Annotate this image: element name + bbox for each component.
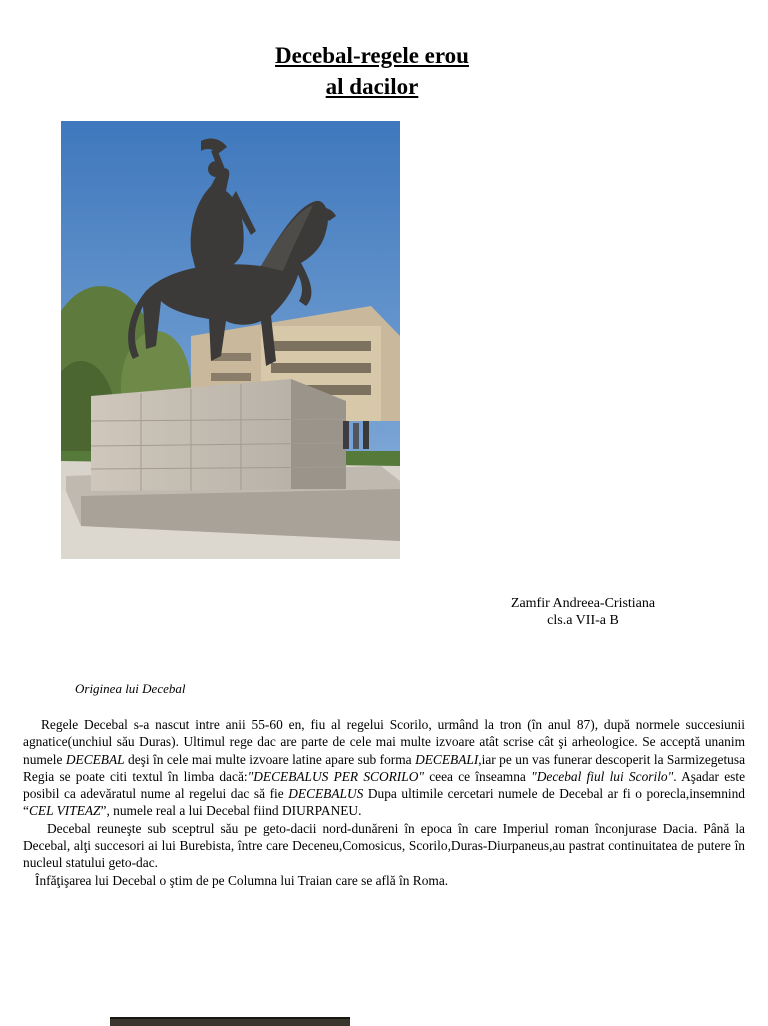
p1-italic-cel-viteaz: CEL VITEAZ xyxy=(28,803,101,819)
paragraph-1 xyxy=(23,716,745,820)
p1-text-c: deşi în cele mai multe izvoare latine apare sub forma xyxy=(124,751,416,767)
paragraph-3: Înfăţişarea lui Decebal o ştim de pe Columna lui Traian care se află în Roma. xyxy=(35,872,449,888)
p1-text-k: Dupa ultimile cercetari numele de Decebal ar fi o porecla,insemnind “ xyxy=(23,786,745,819)
bottom-image-partial xyxy=(110,1017,350,1026)
author-class: cls.a VII-a B xyxy=(547,613,619,628)
body-text xyxy=(23,716,745,889)
p1-italic-decebali: DECEBALI xyxy=(415,751,479,767)
author-block xyxy=(470,595,696,629)
p1-italic-decebal: DECEBAL xyxy=(65,751,125,767)
statue-photo xyxy=(61,121,400,559)
p1-text-g: ceea ce înseamna xyxy=(424,768,532,784)
title-line-2: al dacilor xyxy=(325,74,419,99)
p1-italic-inscription: "DECEBALUS PER SCORILO" xyxy=(247,768,424,784)
p1-text-m: ”, numele real a lui Decebal fiind DIURPANEU. xyxy=(100,803,362,819)
p1-text-i: . Aşadar este posibil ca adevăratul nume al regelui dac să fie xyxy=(23,768,746,802)
title-line-1: Decebal-regele erou xyxy=(275,43,469,68)
p1-italic-decebalus: DECEBALUS xyxy=(288,786,364,802)
paragraph-2: Decebal reuneşte sub sceptrul său pe geto-dacii nord-dunăreni în epoca în care Imperiul roman înconjurase Dacia. Până la Decebal, alţi succesori ai lui Burebista, între care Deceneu,Comosicus, Scorilo,Duras-Diurpaneus,au pastrat continuitatea de putere în nucleul statului geto-dac. xyxy=(23,820,745,871)
page-title xyxy=(0,40,744,102)
p1-text-e: ,iar pe un vas funerar descoperit la Sarmizegetusa Regia se poate citi textul în limba dacă: xyxy=(23,751,746,784)
author-name: Zamfir Andreea-Cristiana xyxy=(510,596,656,611)
p1-italic-translation: "Decebal fiul lui Scorilo" xyxy=(531,768,674,784)
p1-text-a: Regele Decebal s-a nascut intre anii 55-60 en, fiu al regelui Scorilo, urmând la tron (în anul 87), după normele succesiunii agnatice(unchiul său Duras). Ultimul rege dac are parte de cele mai multe izvoare atât scrise cât şi arheologice. Se acceptă unanim numele xyxy=(23,717,745,767)
section-heading: Originea lui Decebal xyxy=(75,681,186,696)
